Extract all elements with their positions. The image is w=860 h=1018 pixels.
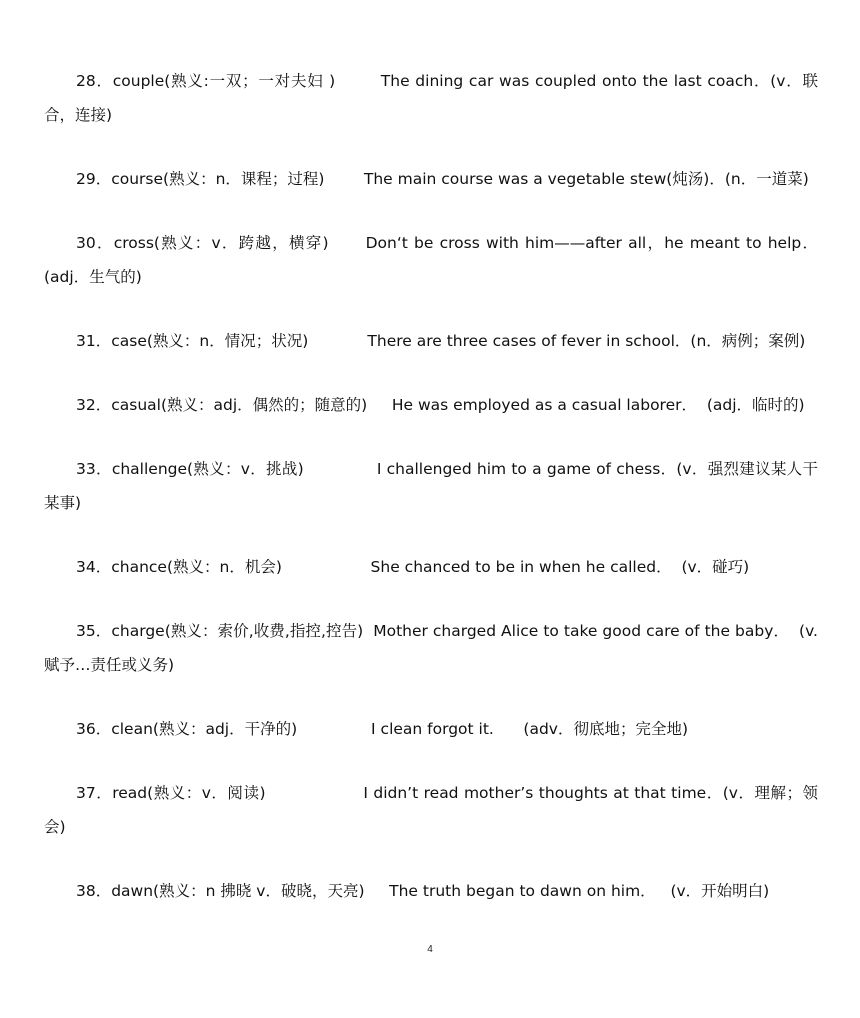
vocab-entry-37: 37．read(熟义：v．阅读) I didn’t read mother’s thoughts at that time．(v．理解；领会) — [44, 784, 818, 836]
vocab-entry-36: 36．clean(熟义：adj．干净的) I clean forgot it. (adv．彻底地；完全地) — [76, 720, 689, 738]
vocab-entry-29: 29．course(熟义：n．课程；过程) The main course was a vegetable stew(炖汤)．(n．一道菜) — [76, 170, 809, 188]
page-number: 4 — [427, 944, 433, 955]
vocab-entry-34: 34．chance(熟义：n．机会) She chanced to be in when he called． (v．碰巧) — [76, 558, 750, 576]
vocab-entry-38: 38．dawn(熟义：n 拂晓 v．破晓，天亮) The truth began to dawn on him． (v．开始明白) — [76, 882, 770, 900]
vocab-entry-33: 33．challenge(熟义：v．挑战) I challenged him to a game of chess．(v．强烈建议某人干某事) — [44, 460, 818, 512]
vocab-entry-28: 28．couple(熟义:一双；一对夫妇 ) The dining car was coupled onto the last coach．(v．联合，连接) — [44, 72, 818, 124]
vocab-entry-35: 35．charge(熟义：索价,收费,指控,控告) Mother charged Alice to take good care of the baby． (v. 赋予…责任或义务) — [44, 622, 823, 674]
vocab-entry-32: 32．casual(熟义：adj．偶然的；随意的) He was employed as a casual laborer． (adj．临时的) — [76, 396, 805, 414]
vocab-entry-30: 30．cross(熟义：v．跨越，横穿) Don‘t be cross with him——after all，he meant to help．(adj．生气的) — [44, 234, 818, 286]
vocab-entry-31: 31．case(熟义：n．情况；状况) There are three cases of fever in school．(n．病例；案例) — [76, 332, 806, 350]
